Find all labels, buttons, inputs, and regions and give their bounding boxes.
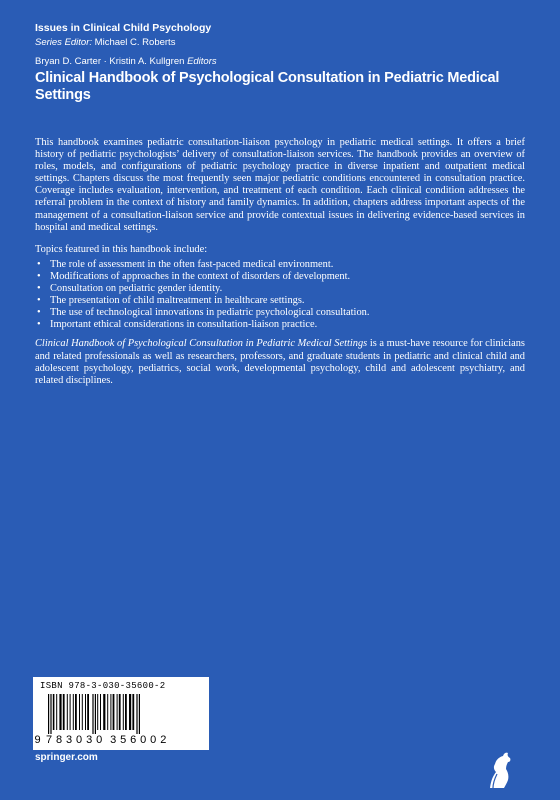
barcode-bar [75, 694, 77, 730]
topic-item: • Consultation on pediatric gender identity. [35, 283, 525, 295]
editors-names: Bryan D. Carter · Kristin A. Kullgren [35, 56, 185, 67]
barcode-bar [59, 694, 61, 730]
barcode-digits [33, 734, 209, 746]
barcode-bars [40, 694, 202, 734]
topics-intro: Topics featured in this handbook include: [35, 243, 208, 255]
topic-item: • Modifications of approaches in the context of disorders of development. [35, 271, 525, 283]
description-paragraph: This handbook examines pediatric consultation-liaison psychology in pediatric medical settings. It offers a brief history of pediatric psychologists’ delivery of consultation-liaison services. The handbook provides an overview of roles, models, and configurations of pediatric psychology practice in diverse inpatient and outpatient medical settings. Chapters discuss the most frequently seen major pediatric conditions encountered in consultation practice. Coverage includes evaluation, intervention, and treatment of each condition. Each clinical condition addresses the referral problem in the context of history and family dynamics. In addition, chapters address important aspects of the management of a consultation-liaison service and provide contextual issues in delivering evidence-based services in hospital and medical settings. [35, 137, 525, 233]
barcode-bar [82, 694, 83, 730]
barcode-bar [50, 694, 51, 734]
topics-list [35, 259, 525, 332]
barcode-bar [56, 694, 57, 730]
topic-item: • Important ethical considerations in consultation-liaison practice. [35, 319, 525, 331]
barcode-bar [100, 694, 101, 730]
barcode-bar [48, 694, 49, 734]
topic-item: • The use of technological innovations in pediatric psychological consultation. [35, 307, 525, 319]
barcode-group-right: 356002 [110, 734, 171, 746]
back-cover-text [35, 137, 525, 387]
barcode-bar [107, 694, 108, 730]
publisher-url: springer.com [35, 752, 98, 763]
barcode-bar [117, 694, 118, 730]
isbn-number: ISBN 978-3-030-35600-2 [40, 681, 166, 691]
barcode-bar [97, 694, 98, 730]
closing-paragraph [35, 338, 525, 386]
barcode-bar [119, 694, 121, 730]
book-title: Clinical Handbook of Psychological Consultation in Pediatric Medical Settings [35, 70, 500, 103]
barcode-bar [139, 694, 140, 734]
series-title: Issues in Clinical Child Psychology [35, 22, 212, 34]
topic-item: • The presentation of child maltreatment in healthcare settings. [35, 295, 525, 307]
springer-horse-icon [484, 750, 514, 790]
barcode-bar [70, 694, 71, 730]
barcode-bar [123, 694, 124, 730]
series-editor-name: Michael C. Roberts [94, 37, 176, 48]
barcode-bar [103, 694, 105, 730]
barcode-bar [136, 694, 137, 734]
barcode-bar [95, 694, 96, 734]
barcode-bar [73, 694, 74, 730]
barcode-bar [113, 694, 115, 730]
barcode-bar [125, 694, 127, 730]
cover-header [35, 22, 525, 104]
barcode-bar [92, 694, 93, 734]
isbn-barcode [33, 677, 209, 750]
series-editor [35, 36, 525, 49]
topic-item: • The role of assessment in the often fast-paced medical environment. [35, 259, 525, 271]
barcode-bar [53, 694, 55, 730]
barcode-bar [110, 694, 111, 730]
closing-text: is a must-have resource for clinicians and related professionals as well as researchers, professors, and graduate students in pediatric and clinical child and adolescent psychology, pediatrics, social work, developmental psychology, child and adolescent psychiatry, and related disciplines. [35, 338, 525, 386]
barcode-lead-digit: 9 [34, 734, 41, 746]
closing-book-title: Clinical Handbook of Psychological Consultation in Pediatric Medical Settings [35, 338, 368, 350]
barcode-group-left: 783030 [46, 734, 107, 746]
barcode-bar [129, 694, 131, 730]
series-editor-label: Series Editor: [35, 37, 93, 48]
barcode-bar [79, 694, 80, 730]
barcode-bar [87, 694, 89, 730]
barcode-bar [67, 694, 68, 730]
barcode-bar [132, 694, 134, 730]
editors-role: Editors [187, 56, 217, 67]
barcode-bar [63, 694, 65, 730]
book-editors [35, 55, 525, 68]
barcode-bar [85, 694, 86, 730]
